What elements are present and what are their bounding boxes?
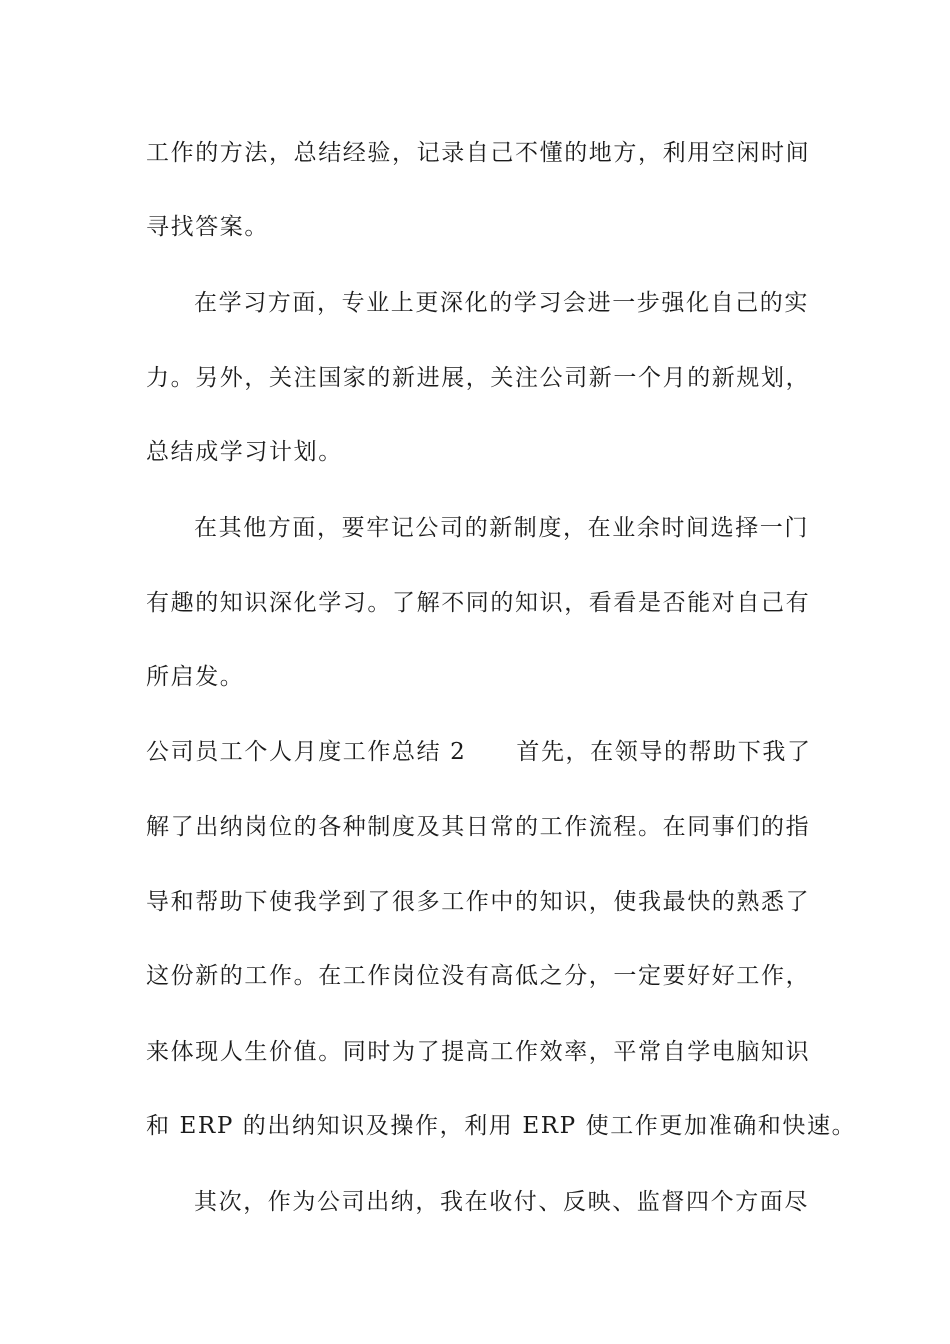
- paragraph-line: 在其他方面，要牢记公司的新制度，在业余时间选择一门: [194, 515, 809, 541]
- paragraph-line: 力。另外，关注国家的新进展，关注公司新一个月的新规划，: [146, 365, 811, 391]
- paragraph-line: 有趣的知识深化学习。了解不同的知识，看看是否能对自己有: [146, 590, 811, 616]
- paragraph-line: 总结成学习计划。: [146, 439, 343, 465]
- paragraph-start: 首先，在领导的帮助下我了: [516, 739, 812, 765]
- paragraph-line: 寻找答案。: [146, 214, 269, 240]
- paragraph-line: 导和帮助下使我学到了很多工作中的知识，使我最快的熟悉了: [146, 889, 811, 915]
- paragraph-line: 来体现人生价值。同时为了提高工作效率，平常自学电脑知识: [146, 1039, 811, 1065]
- section-title-line: [146, 737, 812, 767]
- paragraph-line: 和 ERP 的出纳知识及操作，利用 ERP 使工作更加准确和快速。: [146, 1113, 857, 1139]
- paragraph-line: 工作的方法，总结经验，记录自己不懂的地方，利用空闲时间: [146, 140, 811, 166]
- paragraph-line: 这份新的工作。在工作岗位没有高低之分，一定要好好工作，: [146, 963, 811, 989]
- section-title: 公司员工个人月度工作总结 2: [146, 739, 467, 765]
- paragraph-line: 解了出纳岗位的各种制度及其日常的工作流程。在同事们的指: [146, 814, 811, 840]
- paragraph-line: 在学习方面，专业上更深化的学习会进一步强化自己的实: [194, 290, 809, 316]
- paragraph-line: 所启发。: [146, 664, 245, 690]
- paragraph-line: 其次，作为公司出纳，我在收付、反映、监督四个方面尽: [194, 1189, 809, 1215]
